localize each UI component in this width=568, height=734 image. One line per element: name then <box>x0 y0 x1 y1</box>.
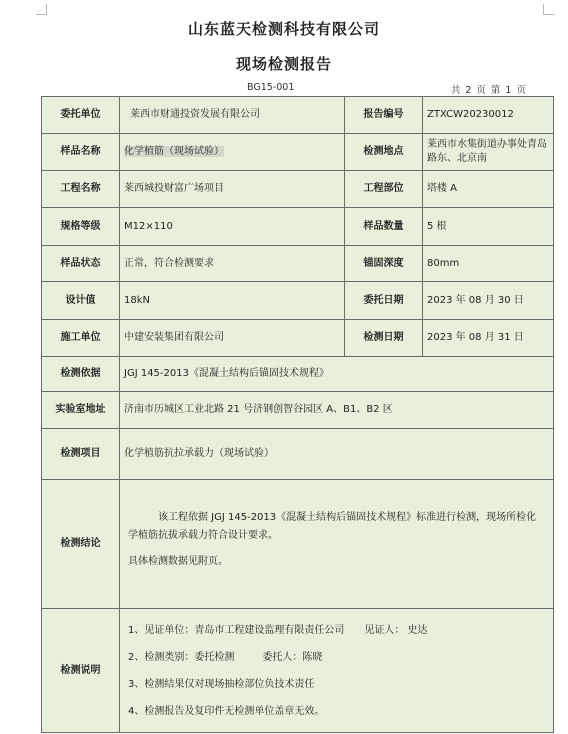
depth-label: 锚固深度 <box>345 246 423 282</box>
notes-cell <box>120 609 554 733</box>
note-4[interactable]: 4、检测报告及复印件无检测单位盖章无效。 <box>128 705 325 717</box>
table-row <box>42 429 554 480</box>
client-label: 委托单位 <box>42 97 120 134</box>
part-label: 工程部位 <box>345 171 423 208</box>
test-category[interactable]: 2、检测类别：委托检测 <box>128 651 235 663</box>
witness-person[interactable]: 见证人： 史达 <box>364 624 428 636</box>
builder-value[interactable]: 中建安装集团有限公司 <box>120 320 345 357</box>
state-label: 样品状态 <box>42 246 120 282</box>
item-value[interactable]: 化学植筋抗拉承载力（现场试验） <box>120 429 554 480</box>
sample-name-value[interactable]: 化学植筋（现场试验） <box>124 146 224 157</box>
client-value[interactable]: 莱西市财通投资发展有限公司 <box>120 97 345 134</box>
qty-label: 样品数量 <box>345 208 423 246</box>
table-row <box>42 246 554 282</box>
table-row <box>42 609 554 733</box>
qty-value[interactable]: 5 根 <box>423 208 554 246</box>
spec-value[interactable]: M12×110 <box>120 208 345 246</box>
conclusion-paragraph[interactable]: 该工程依据 JGJ 145-2013《混凝土结构后锚固技术规程》标准进行检测，现场所检化学植筋抗拔承载力符合设计要求。 <box>128 512 537 541</box>
entruster[interactable]: 委托人：陈晓 <box>262 651 323 663</box>
project-value[interactable]: 莱西城投财富广场项目 <box>120 171 345 208</box>
table-row <box>42 320 554 357</box>
basis-value[interactable]: JGJ 145-2013《混凝土结构后锚固技术规程》 <box>120 357 554 392</box>
report-title: 现场检测报告 <box>235 55 332 73</box>
table-row <box>42 392 554 429</box>
table-row <box>42 97 554 134</box>
lab-address-value[interactable]: 济南市历城区工业北路 21 号济钢创智谷园区 A、B1、B2 区 <box>120 392 554 429</box>
part-value[interactable]: 塔楼 A <box>423 171 554 208</box>
table-row <box>42 134 554 171</box>
table-row <box>42 282 554 320</box>
table-row <box>42 171 554 208</box>
report-table <box>41 96 554 733</box>
entrust-date-value[interactable]: 2023 年 08 月 30 日 <box>423 282 554 320</box>
table-row <box>42 208 554 246</box>
witness-unit[interactable]: 1、见证单位：青岛市工程建设监理有限责任公司 <box>128 624 345 636</box>
report-no-label: 报告编号 <box>345 97 423 134</box>
project-label: 工程名称 <box>42 171 120 208</box>
test-date-value[interactable]: 2023 年 08 月 31 日 <box>423 320 554 357</box>
spec-label: 规格等级 <box>42 208 120 246</box>
notes-label: 检测说明 <box>42 609 120 733</box>
conclusion-note[interactable]: 具体检测数据见附页。 <box>128 556 228 567</box>
table-row <box>42 357 554 392</box>
company-name: 山东蓝天检测科技有限公司 <box>187 20 380 38</box>
item-label: 检测项目 <box>42 429 120 480</box>
test-site-label: 检测地点 <box>345 134 423 171</box>
test-date-label: 检测日期 <box>345 320 423 357</box>
builder-label: 施工单位 <box>42 320 120 357</box>
page-corner-mark-left <box>36 4 47 15</box>
conclusion-label: 检测结论 <box>42 480 120 609</box>
note-3[interactable]: 3、检测结果仅对现场抽检部位负技术责任 <box>128 678 315 690</box>
entrust-date-label: 委托日期 <box>345 282 423 320</box>
page-info: 共 2 页 第 1 页 <box>450 85 526 96</box>
lab-address-label: 实验室地址 <box>42 392 120 429</box>
report-no-value[interactable]: ZTXCW20230012 <box>423 97 554 134</box>
table-row <box>42 480 554 609</box>
note-1 <box>128 617 545 644</box>
basis-label: 检测依据 <box>42 357 120 392</box>
test-site-value[interactable]: 莱西市水集街道办事处青岛路东、北京南 <box>423 134 554 171</box>
conclusion-cell <box>120 480 554 609</box>
design-value[interactable]: 18kN <box>120 282 345 320</box>
sample-name-label: 样品名称 <box>42 134 120 171</box>
depth-value[interactable]: 80mm <box>423 246 554 282</box>
state-value[interactable]: 正常，符合检测要求 <box>120 246 345 282</box>
note-2 <box>128 644 545 671</box>
document-number: BG15-001 <box>247 82 295 93</box>
page-corner-mark-right <box>543 4 554 15</box>
design-label: 设计值 <box>42 282 120 320</box>
